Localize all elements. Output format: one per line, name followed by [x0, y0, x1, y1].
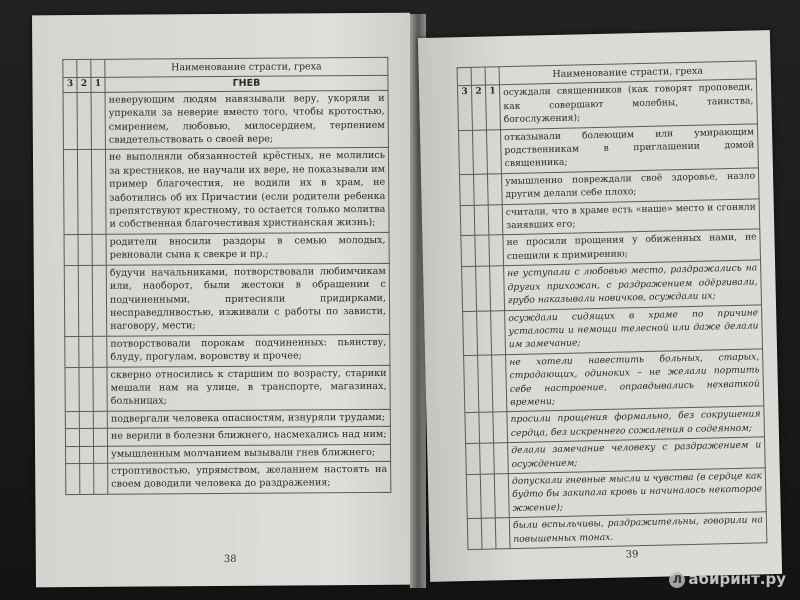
checkbox-cell[interactable]: [494, 474, 509, 519]
table-row: [458, 124, 758, 175]
checkbox-cell[interactable]: [94, 463, 108, 494]
checkbox-cell[interactable]: [465, 413, 480, 444]
checkbox-cell[interactable]: [481, 518, 496, 549]
checkbox-cell[interactable]: [65, 336, 79, 367]
sin-text: потворствовали порокам подчиненных: пьянству, блуду, прогулам, воровству и прочее;: [107, 334, 390, 367]
checkbox-cell[interactable]: [63, 150, 78, 235]
col-num: 1: [485, 85, 500, 130]
checkbox-cell[interactable]: [473, 174, 488, 205]
checkbox-cell[interactable]: [461, 236, 476, 267]
checkbox-cell[interactable]: [475, 235, 490, 266]
checkbox-cell[interactable]: [65, 411, 79, 429]
checkbox-cell[interactable]: [477, 310, 492, 355]
checkbox-cell[interactable]: [478, 355, 493, 413]
checkbox-cell[interactable]: [495, 518, 510, 549]
sin-text: не выполняли обязанностей крёстных, не молились за крестников, не научали их вере, не показывали им пример благочестия, не водили их в храм, не заботились об их Причастии (если родители ребенка препятствуют крестному, то остается только молитва и собственная благочестивая христианская жизнь);: [105, 148, 389, 234]
page-number: 38: [223, 553, 237, 566]
checkbox-cell[interactable]: [491, 310, 506, 355]
col-num: 1: [91, 78, 105, 93]
checkbox-cell[interactable]: [65, 367, 79, 411]
sin-text: подвергали человека опасностям, изнуряли трудами;: [107, 409, 390, 428]
checkbox-cell[interactable]: [64, 265, 78, 336]
checkbox-cell[interactable]: [80, 446, 94, 464]
table-row: [64, 263, 389, 336]
sin-text: неверующим людям навязывали веру, укоряли и упрекали за неверие вместо того, чтобы кротостью, смирением, любовью, милосердием, терпением свидетельствовать о своей вере;: [105, 90, 388, 150]
checkbox-cell[interactable]: [91, 92, 105, 150]
sin-text: просили прощения формально, без сокрушения сердца, без искреннего сожаления о содеянном;: [507, 406, 765, 443]
checkbox-cell[interactable]: [480, 443, 495, 474]
sin-text: допускали гневные мысли и чувства (в сердце как будто бы закипала кровь и начиналось некоторое жжение);: [508, 468, 766, 518]
checkbox-cell[interactable]: [79, 367, 93, 411]
checkbox-cell[interactable]: [490, 266, 505, 311]
table-row: [466, 468, 766, 519]
checkbox-cell[interactable]: [480, 474, 495, 519]
sin-text: считали, что в храме есть «наше» место и сгоняли занявших его;: [502, 199, 760, 236]
checkbox-cell[interactable]: [459, 174, 474, 205]
left-table: [62, 57, 391, 495]
checkbox-cell[interactable]: [92, 265, 106, 336]
sin-text: осуждали священников (как говорят проповеди, как совершают молебны, таинства, богослужения);: [499, 79, 757, 129]
checkbox-cell[interactable]: [80, 463, 94, 494]
checkbox-cell[interactable]: [93, 367, 107, 411]
checkbox-cell[interactable]: [472, 130, 487, 175]
sin-text: родители вносили раздоры в семью молодых, ревновали сына к свекре и пр.;: [106, 232, 389, 265]
sin-text: не уступали с любовью место, раздражались на других прихожан, с раздражением одёргивали, грубо наказывали новичков, осуждали их;: [504, 260, 762, 310]
checkbox-cell[interactable]: [93, 336, 107, 367]
table-row: [464, 349, 764, 413]
checkbox-cell[interactable]: [78, 265, 92, 336]
table-row: [467, 512, 767, 550]
checkbox-cell[interactable]: [464, 355, 479, 413]
checkbox-cell[interactable]: [474, 205, 489, 236]
checkbox-cell[interactable]: [65, 429, 79, 447]
col-num: 2: [471, 85, 486, 130]
checkbox-cell[interactable]: [66, 463, 80, 494]
checkbox-cell[interactable]: [66, 446, 80, 464]
col-num: 3: [63, 78, 77, 93]
table-row: [463, 304, 763, 355]
header-row: [63, 57, 388, 78]
table-row: [462, 260, 762, 311]
table-row: [63, 90, 388, 150]
checkbox-cell[interactable]: [467, 518, 482, 549]
checkbox-cell[interactable]: [93, 411, 107, 429]
checkbox-cell[interactable]: [64, 234, 78, 265]
checkbox-cell[interactable]: [458, 130, 473, 175]
sin-text: скверно относились к старшим по возрасту, старики мешали нам на улице, в транспорте, магазинах, больницах;: [107, 365, 390, 411]
checkbox-cell[interactable]: [92, 234, 106, 265]
checkbox-cell[interactable]: [466, 443, 481, 474]
sin-text: делали замечание человеку с раздражением и осуждением;: [508, 437, 766, 474]
checkbox-cell[interactable]: [488, 204, 503, 235]
sin-text: строптивостью, упрямством, желанием настоять на своем доводили человека до раздражения;: [108, 461, 391, 494]
checkbox-cell[interactable]: [487, 174, 502, 205]
checkbox-cell[interactable]: [463, 311, 478, 356]
checkbox-cell[interactable]: [63, 92, 77, 150]
table-row: [63, 148, 389, 235]
checkbox-cell[interactable]: [476, 266, 491, 311]
table-row: [66, 444, 391, 464]
table-row: [65, 426, 390, 446]
sin-text: не хотели навестить больных, старых, страдающих, одиноких – не желали портить себе настроение, оправдывались нехваткой времени;: [506, 349, 764, 412]
labyrinth-logo-icon: Л: [669, 572, 685, 588]
checkbox-cell[interactable]: [91, 150, 106, 235]
right-table: [457, 60, 768, 550]
sin-text: были вспыльчивы, раздражительны, говорили на повышенных тонах.: [509, 512, 767, 549]
table-row: [64, 232, 389, 265]
sin-text: не просили прощения у обиженных нами, не спешили к примирению;: [503, 229, 761, 266]
left-page: [32, 13, 414, 588]
checkbox-cell[interactable]: [93, 428, 107, 446]
table-row: [457, 79, 757, 130]
checkbox-cell[interactable]: [489, 235, 504, 266]
checkbox-cell[interactable]: [479, 412, 494, 443]
watermark: [669, 570, 786, 588]
checkbox-cell[interactable]: [77, 150, 92, 235]
sin-text: отказывали болеющим или умирающим родственникам в приглашении домой священника;: [500, 124, 758, 174]
table-row: [65, 409, 390, 429]
sin-text: не верили в болезни ближнего, насмехались над ним;: [107, 426, 390, 445]
checkbox-cell[interactable]: [77, 92, 91, 150]
checkbox-cell[interactable]: [460, 205, 475, 236]
checkbox-cell[interactable]: [79, 429, 93, 447]
sin-text: будучи начальниками, потворствовали любимчикам или, наоборот, были жестоки в обращении с подчиненными, притесняли придирками, несправедливостью, изживали с работы по зависти, наговору, мести;: [106, 263, 389, 336]
checkbox-cell[interactable]: [79, 411, 93, 429]
checkbox-cell[interactable]: [462, 267, 477, 312]
table-header: Наименование страсти, греха: [105, 57, 388, 77]
col-num: 3: [457, 86, 472, 131]
checkbox-cell[interactable]: [94, 446, 108, 464]
checkbox-cell[interactable]: [494, 443, 509, 474]
table-row: [65, 365, 390, 411]
sin-text: умышленным молчанием вызывали гнев ближнего;: [108, 444, 391, 463]
checkbox-cell[interactable]: [79, 336, 93, 367]
checkbox-cell[interactable]: [486, 129, 501, 174]
table-header: Наименование страсти, греха: [499, 61, 756, 85]
checkbox-cell[interactable]: [493, 412, 508, 443]
sin-text: умышленно повреждали своё здоровье, назло другим делали себе плохо;: [501, 168, 759, 205]
checkbox-cell[interactable]: [78, 234, 92, 265]
page-number: 39: [625, 549, 639, 561]
section-title: ГНЕВ: [105, 76, 388, 92]
right-page: [418, 30, 782, 582]
checkbox-cell[interactable]: [492, 354, 507, 412]
col-num: 2: [77, 78, 91, 93]
checkbox-cell[interactable]: [466, 474, 481, 519]
watermark-text: абиринт.ру: [688, 570, 786, 588]
sin-text: осуждали сидящих в храме по причине усталости и немощи телесной или даже делали им замечание;: [505, 304, 763, 354]
table-row: [66, 461, 391, 494]
table-row: [65, 334, 390, 367]
